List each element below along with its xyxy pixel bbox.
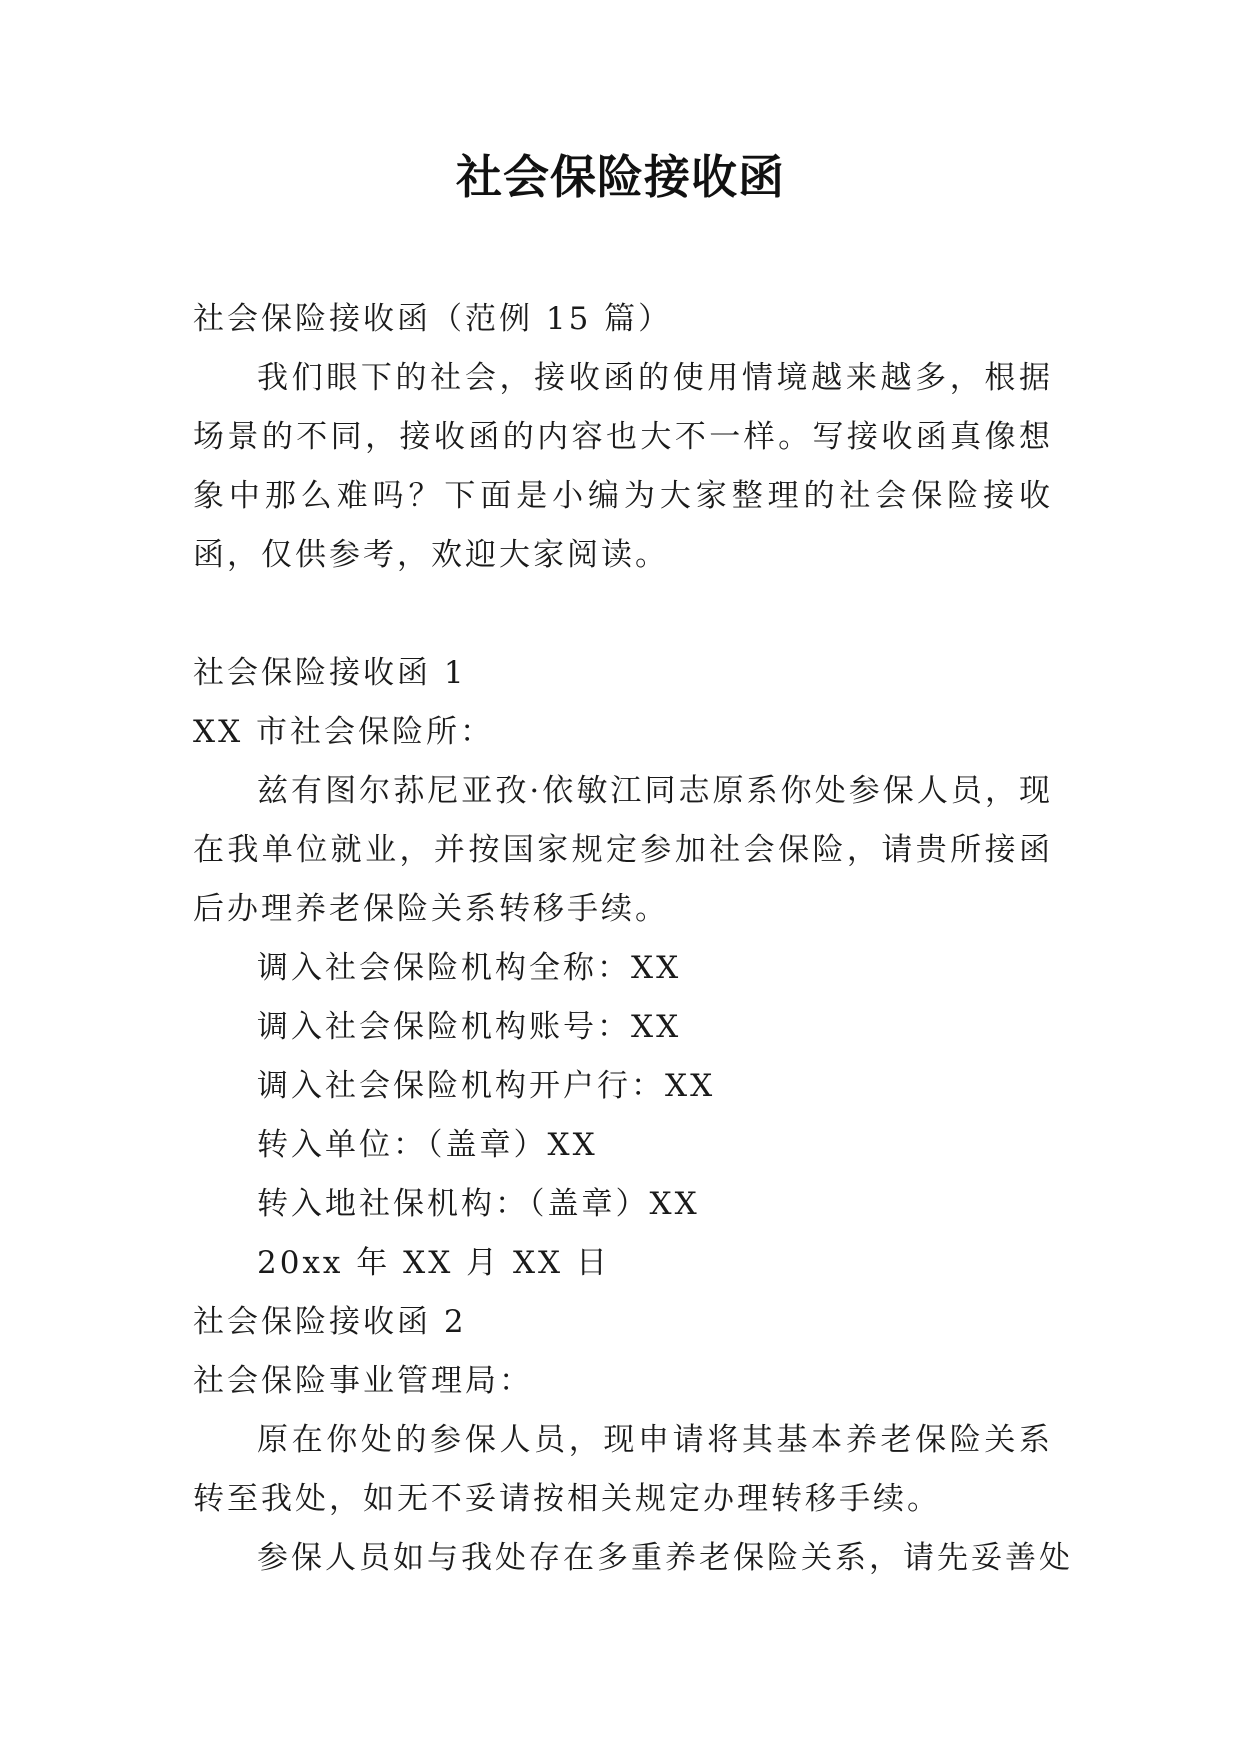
section-2-body-2: 参保人员如与我处存在多重养老保险关系，请先妥善处	[257, 1540, 1073, 1576]
section-1-field-bank: 调入社会保险机构开户行：XX	[257, 1068, 716, 1104]
intro-paragraph: 我们眼下的社会，接收函的使用情境越来越多，根据场景的不同，接收函的内容也大不一样。写接收函真像想象中那么难吗？下面是小编为大家整理的社会保险接收函，仅供参考，欢迎大家阅读。	[193, 360, 1053, 573]
section-1-addressee: XX 市社会保险所：	[193, 714, 494, 750]
section-1-body: 兹有图尔荪尼亚孜·依敏江同志原系你处参保人员，现在我单位就业，并按国家规定参加社会保险，请贵所接函后办理养老保险关系转移手续。	[193, 773, 1053, 927]
document-title: 社会保险接收函	[456, 150, 785, 204]
section-1-field-account: 调入社会保险机构账号：XX	[257, 1009, 682, 1045]
section-1-field-institution-name: 调入社会保险机构全称：XX	[257, 950, 682, 986]
subtitle: 社会保险接收函（范例 15 篇）	[193, 301, 673, 337]
section-2-body-1: 原在你处的参保人员，现申请将其基本养老保险关系转至我处，如无不妥请按相关规定办理转移手续。	[193, 1422, 1053, 1517]
section-1-heading: 社会保险接收函 1	[193, 655, 467, 691]
section-1-field-agency-seal: 转入地社保机构：（盖章）XX	[257, 1186, 700, 1222]
paragraph-gap	[193, 585, 1053, 644]
section-2-addressee: 社会保险事业管理局：	[193, 1363, 533, 1399]
section-1-field-unit-seal: 转入单位：（盖章）XX	[257, 1127, 598, 1163]
document-body	[193, 290, 1073, 1588]
section-1-date: 20xx 年 XX 月 XX 日	[257, 1245, 610, 1281]
section-2-heading: 社会保险接收函 2	[193, 1304, 467, 1340]
